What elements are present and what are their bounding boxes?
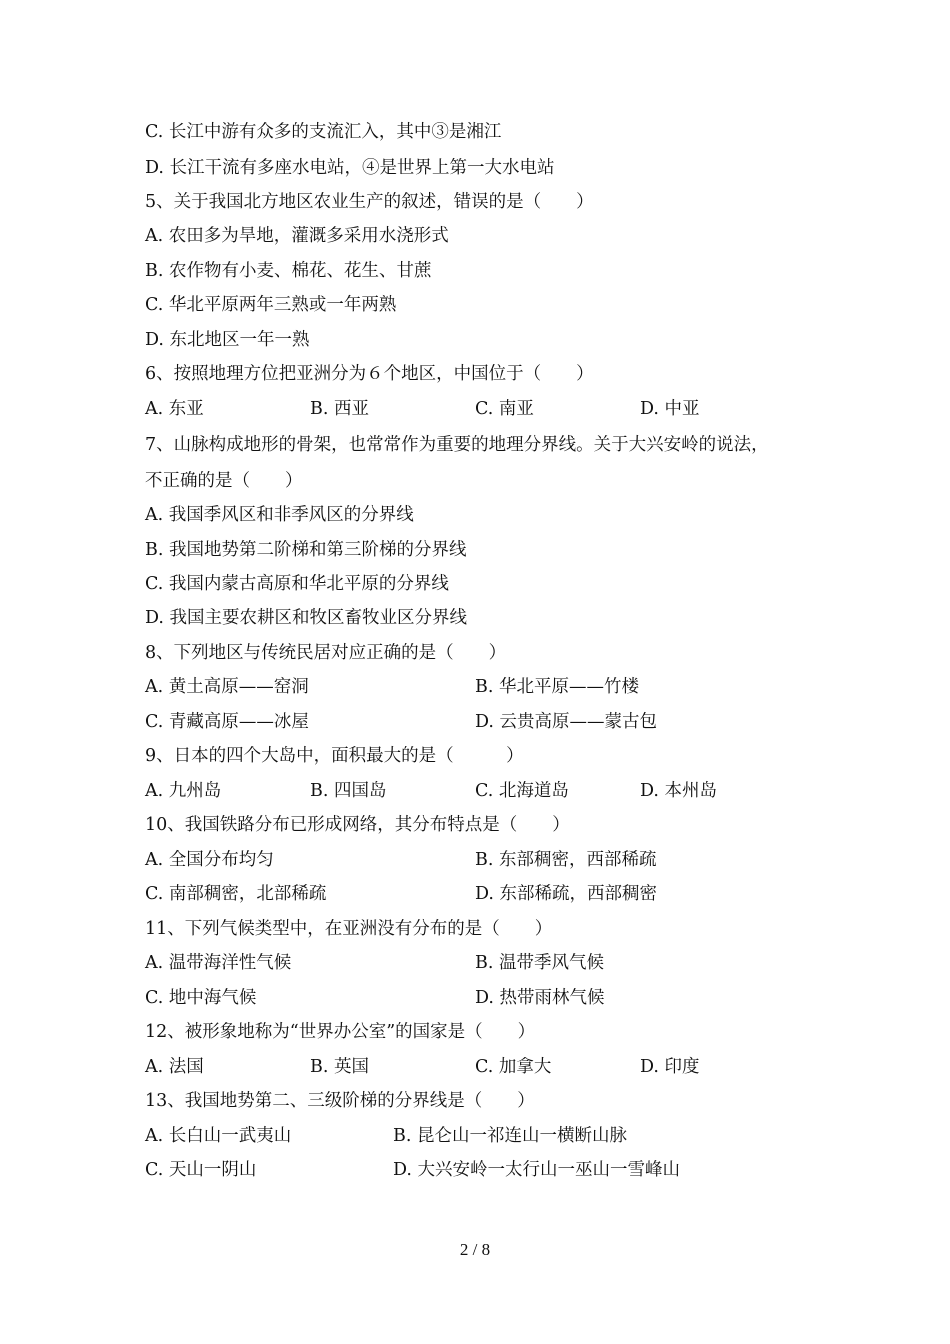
q11-option-a: A. 温带海洋性气候 — [145, 953, 292, 973]
q6-option-b: B. 西亚 — [310, 399, 369, 419]
q8-option-d: D. 云贵高原——蒙古包 — [475, 712, 658, 732]
q9-option-b: B. 四国岛 — [310, 781, 387, 801]
q10-option-b: B. 东部稠密，西部稀疏 — [475, 850, 657, 870]
question-5: 5、关于我国北方地区农业生产的叙述，错误的是（ ） — [145, 192, 594, 212]
q12-option-a: A. 法国 — [145, 1057, 204, 1077]
q5-option-a: A. 农田多为旱地，灌溉多采用水浇形式 — [145, 226, 449, 246]
q5-option-b: B. 农作物有小麦、棉花、花生、甘蔗 — [145, 261, 432, 281]
q8-option-b: B. 华北平原——竹楼 — [475, 677, 639, 697]
page-number: 2 / 8 — [459, 1240, 491, 1259]
q13-option-d: D. 大兴安岭一太行山一巫山一雪峰山 — [393, 1160, 681, 1180]
option-line-c: C. 长江中游有众多的支流汇入，其中③是湘江 — [145, 122, 502, 142]
q13-option-a: A. 长白山一武夷山 — [145, 1126, 292, 1146]
q10-option-a: A. 全国分布均匀 — [145, 850, 274, 870]
q5-option-d: D. 东北地区一年一熟 — [145, 330, 310, 350]
question-11: 11、下列气候类型中，在亚洲没有分布的是（ ） — [145, 919, 553, 939]
q10-option-d: D. 东部稀疏，西部稠密 — [475, 884, 658, 904]
q7-option-c: C. 我国内蒙古高原和华北平原的分界线 — [145, 574, 449, 594]
question-10: 10、我国铁路分布已形成网络，其分布特点是（ ） — [145, 815, 570, 835]
q7-option-d: D. 我国主要农耕区和牧区畜牧业区分界线 — [145, 608, 468, 628]
q13-option-c: C. 天山一阴山 — [145, 1160, 257, 1180]
q6-option-c: C. 南亚 — [475, 399, 534, 419]
question-7-cont: 不正确的是（ ） — [145, 471, 303, 491]
question-12: 12、被形象地称为“世界办公室”的国家是（ ） — [145, 1022, 536, 1042]
q11-option-d: D. 热带雨林气候 — [475, 988, 605, 1008]
q10-option-c: C. 南部稠密，北部稀疏 — [145, 884, 327, 904]
q8-option-a: A. 黄土高原——窑洞 — [145, 677, 309, 697]
option-line-d: D. 长江干流有多座水电站，④是世界上第一大水电站 — [145, 158, 555, 178]
q6-option-a: A. 东亚 — [145, 399, 204, 419]
question-9: 9、日本的四个大岛中，面积最大的是（ ） — [145, 746, 524, 766]
q9-option-c: C. 北海道岛 — [475, 781, 569, 801]
question-13: 13、我国地势第二、三级阶梯的分界线是（ ） — [145, 1091, 535, 1111]
question-8: 8、下列地区与传统民居对应正确的是（ ） — [145, 643, 507, 663]
question-6: 6、按照地理方位把亚洲分为６个地区，中国位于（ ） — [145, 364, 594, 384]
q12-option-b: B. 英国 — [310, 1057, 369, 1077]
q8-option-c: C. 青藏高原——冰屋 — [145, 712, 309, 732]
q6-option-d: D. 中亚 — [640, 399, 700, 419]
q12-option-c: C. 加拿大 — [475, 1057, 552, 1077]
q12-option-d: D. 印度 — [640, 1057, 700, 1077]
q11-option-b: B. 温带季风气候 — [475, 953, 604, 973]
q9-option-a: A. 九州岛 — [145, 781, 222, 801]
question-7: 7、山脉构成地形的骨架，也常常作为重要的地理分界线。关于大兴安岭的说法， — [145, 435, 769, 455]
q11-option-c: C. 地中海气候 — [145, 988, 257, 1008]
q7-option-a: A. 我国季风区和非季风区的分界线 — [145, 505, 414, 525]
q7-option-b: B. 我国地势第二阶梯和第三阶梯的分界线 — [145, 540, 467, 560]
q13-option-b: B. 昆仑山一祁连山一横断山脉 — [393, 1126, 627, 1146]
q9-option-d: D. 本州岛 — [640, 781, 718, 801]
q5-option-c: C. 华北平原两年三熟或一年两熟 — [145, 295, 397, 315]
